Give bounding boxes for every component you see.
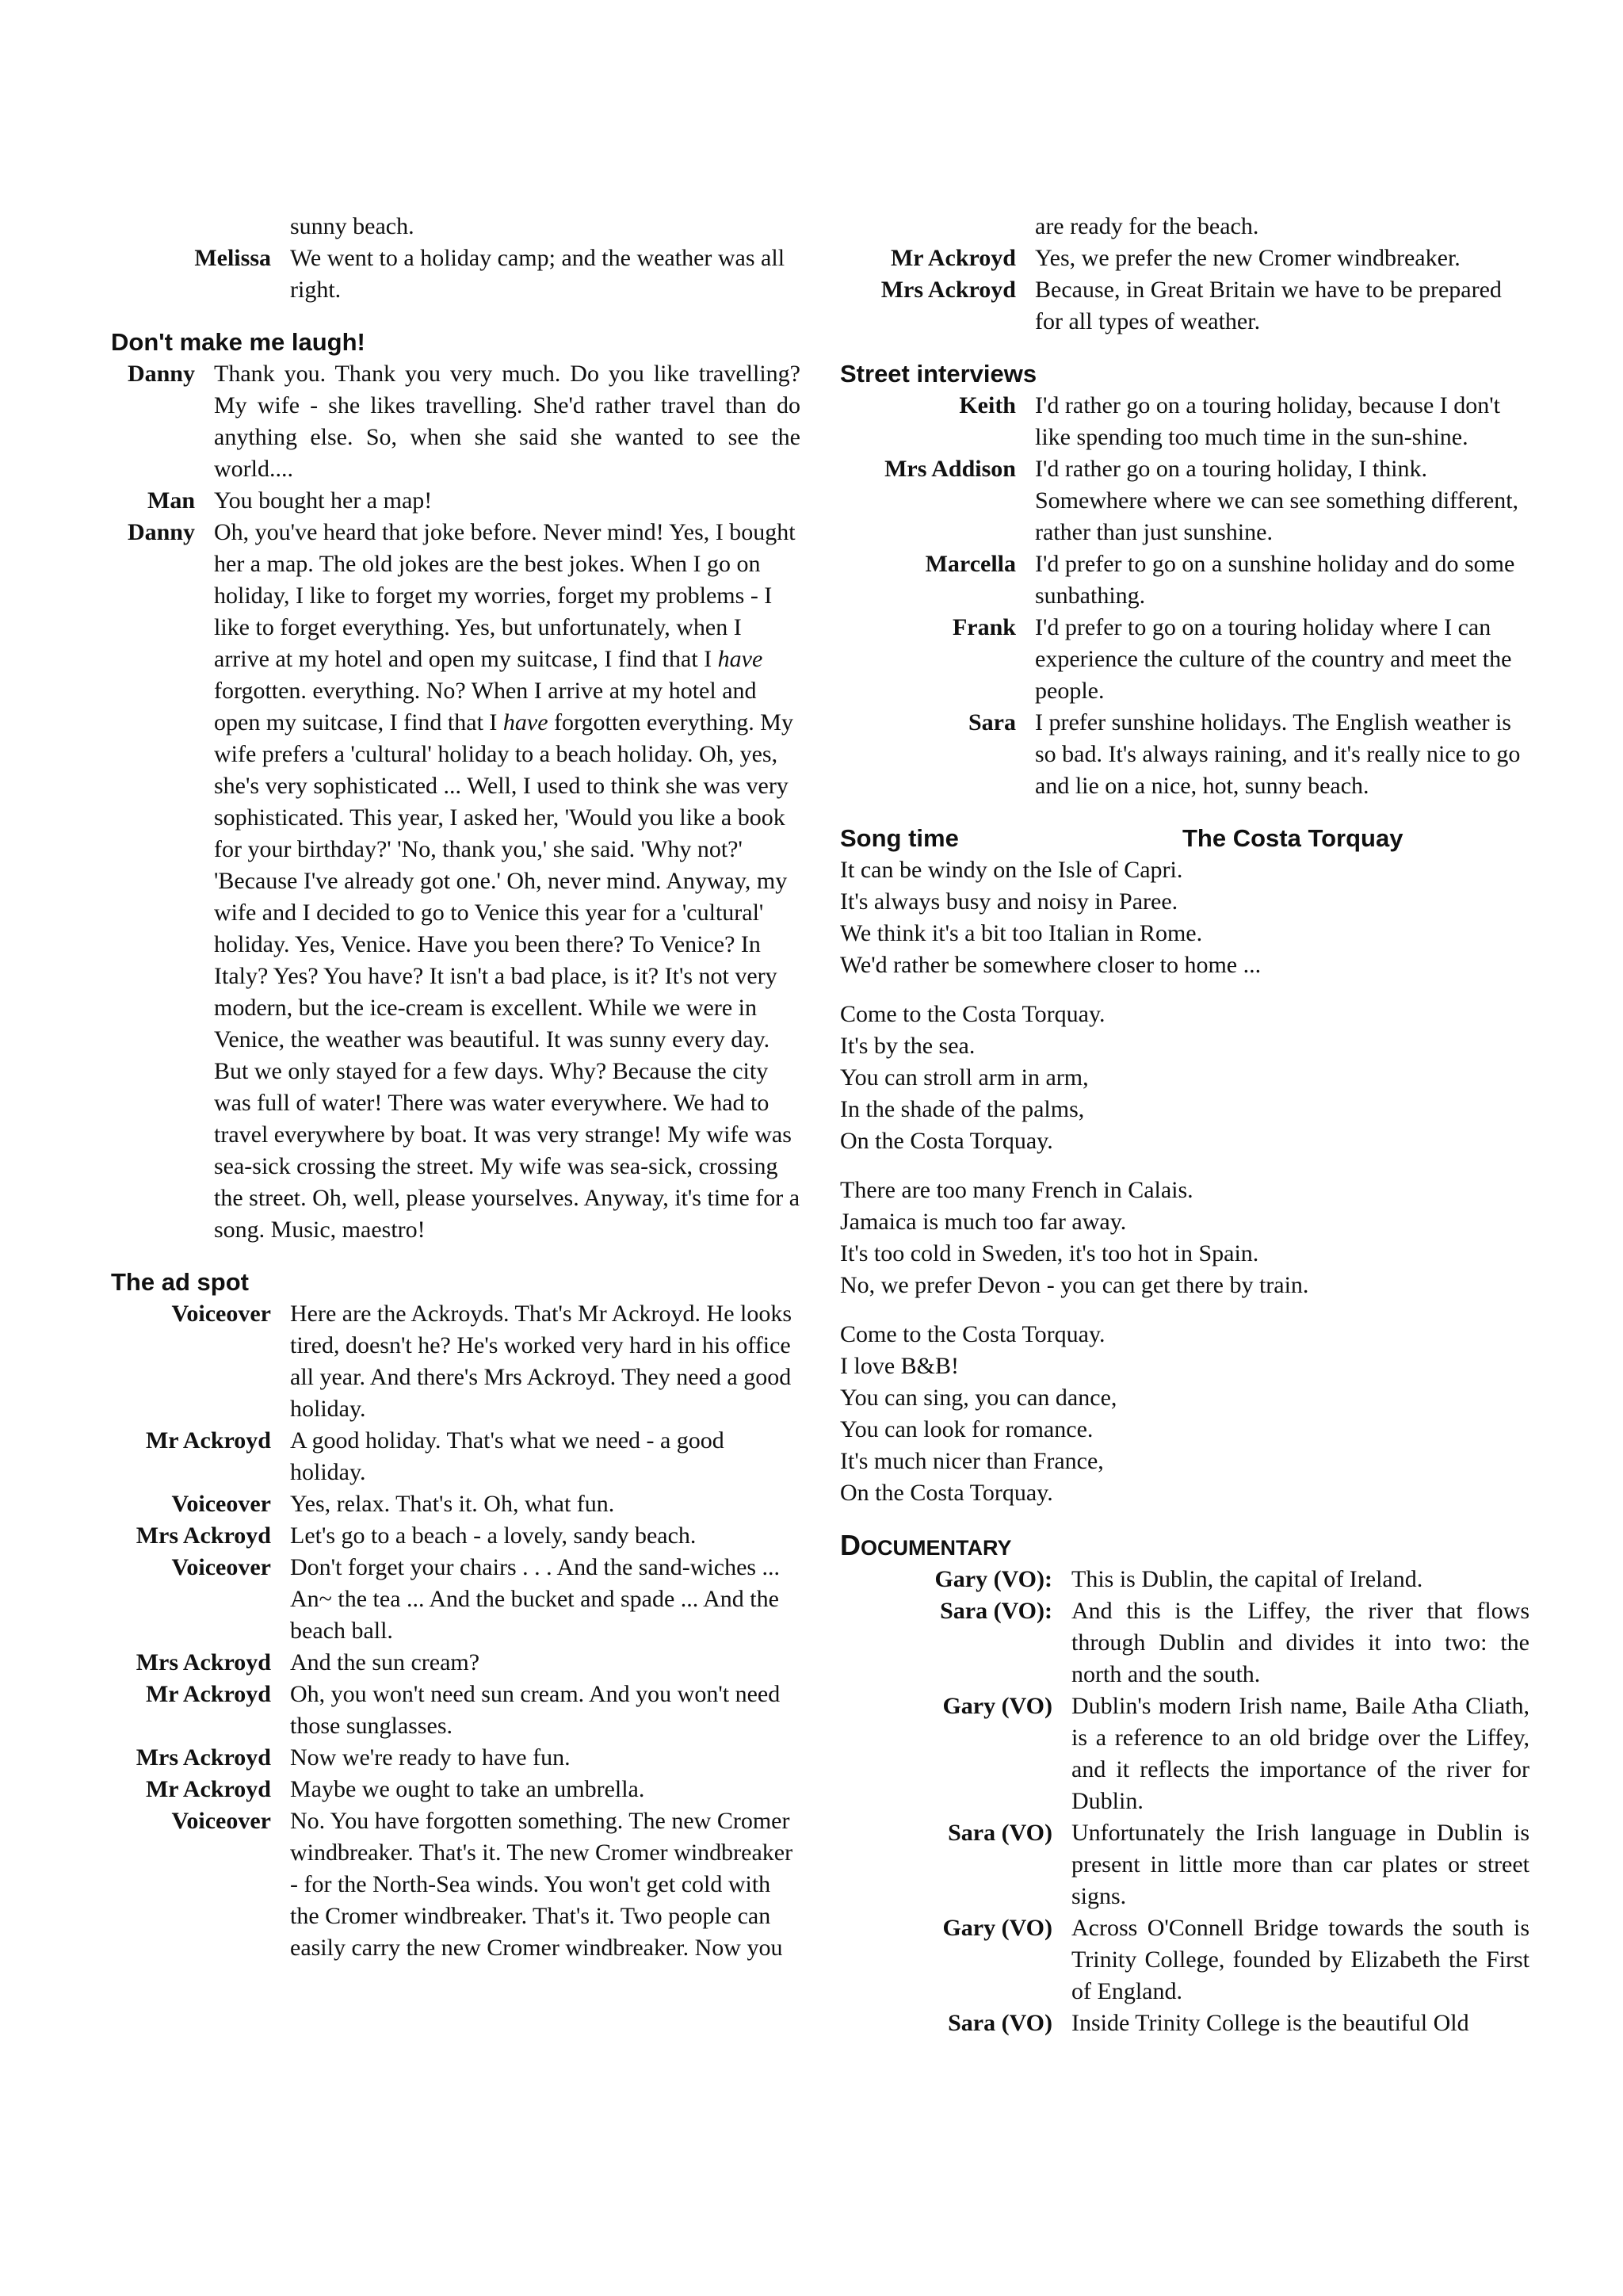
dialogue-line [840,453,1529,548]
dialogue-line [840,1817,1529,1912]
dialogue-line [111,1425,800,1488]
section-title-song-time: Song time [840,824,959,852]
stanza [840,1175,1529,1301]
dialogue-line [111,1520,800,1552]
speaker-name: Frank [952,614,1016,640]
dialogue-line [840,243,1529,274]
dialogue-text-part: forgotten everything. My wife prefers a 'cultural' holiday to a beach holiday. Oh, yes, she's very sophisticated ... Well, I used to think she was very sophisticated. This year, I asked her, 'Would you like a book for your birthday?' 'No, thank you,' she said. 'Why not?' 'Because I've already got one.' Oh, never mind. Anyway, my wife and I decided to go to Venice this year for a 'cultural' holiday. Yes, Venice. Have you been there? To Venice? In Italy? Yes? You have? It isn't a bad place, is it? It's not very modern, but the ice-cream is excellent. While we were in Venice, the weather was beautiful. It was sunny every day. But we only stayed for a few days. Why? Because the city was full of water! There was water everywhere. We had to travel everywhere by boat. It was very strange! My wife was sea-sick crossing the street. My wife was sea-sick, crossing the street. Oh, well, please yourselves. Anyway, it's time for a song. Music, maestro! [214,709,800,1243]
lyric-line: On the Costa Torquay. [840,1480,1053,1506]
stanza [840,854,1529,981]
speaker-name: Sara (VO) [948,1820,1052,1846]
song-header [840,823,1529,854]
street-interviews [840,390,1529,802]
lyric-line: In the shade of the palms, [840,1096,1085,1122]
emphasis-word: have [502,709,548,735]
lyric-line: It's much nicer than France, [840,1448,1104,1474]
dialogue-line [111,358,800,485]
stanza [840,1319,1529,1509]
dialogue-text: Across O'Connell Bridge towards the south is Trinity College, founded by Elizabeth the First of England. [1071,1915,1529,2004]
ad-dialogue [111,1298,800,1964]
dialogue-text: Don't forget your chairs . . . And the sand-wiches ... An~ the tea ... And the bucket and spade ... And the beach ball. [290,1554,781,1644]
dialogue-line [111,1552,800,1647]
dialogue-line [840,707,1529,802]
dialogue-text: No. You have forgotten something. The new Cromer windbreaker. That's it. The new Cromer windbreaker - for the North-Sea winds. You won't get cold with the Cromer windbreaker. That's it. Two people can easily carry the new Cromer windbreaker. Now you [290,1808,793,1961]
dialogue-text: Yes, we prefer the new Cromer windbreaker. [1035,245,1461,271]
dialogue-line [840,1564,1529,1595]
speaker-name: Marcella [925,551,1016,577]
lyric-line: There are too many French in Calais. [840,1177,1193,1203]
dialogue-text: We went to a holiday camp; and the weather was all right. [290,245,785,303]
dialogue-line [111,1679,800,1742]
dialogue-text: Dublin's modern Irish name, Baile Atha Cliath, is a reference to an old bridge over the Liffey, and it reflects the importance of the river for Dublin. [1071,1693,1529,1814]
dialogue-line [840,1912,1529,2008]
dialogue-text-part: forgotten. everything. No? When I arrive at my hotel and open my suitcase, I find that I [214,678,757,735]
dialogue-text: I'd rather go on a touring holiday, I think. Somewhere where we can see something different, rather than just sunshine. [1035,456,1519,545]
left-column [111,211,800,1964]
dialogue-line [840,548,1529,612]
dialogue-line [840,274,1529,338]
section-title-ad-spot: The ad spot [111,1268,249,1296]
lyric-line: It's by the sea. [840,1033,976,1059]
speaker-name: Mrs Ackroyd [136,1522,271,1549]
dialogue-text: sunny beach. [290,213,414,239]
dialogue-line [840,612,1529,707]
dialogue-line [840,1595,1529,1690]
speaker-name: Mrs Ackroyd [136,1744,271,1771]
speaker-name: Mrs Addison [884,456,1016,482]
speaker-name: Danny [127,361,195,387]
dialogue-text: Oh, you won't need sun cream. And you won't need those sunglasses. [290,1681,781,1739]
dialogue-line [840,2008,1529,2039]
dialogue-text-part: Oh, you've heard that joke before. Never mind! Yes, I bought her a map. The old jokes are the best jokes. When I go on holiday, I like to forget my worries, forget my problems - I like to forget everything. Yes, but unfortunately, when I arrive at my hotel and open my suitcase, I find that I [214,519,796,672]
dialogue-line [111,1774,800,1805]
stanza [840,999,1529,1157]
speaker-name: Voiceover [171,1554,271,1580]
dialogue-line [111,485,800,517]
right-column [840,211,1529,2039]
dialogue-text: Yes, relax. That's it. Oh, what fun. [290,1491,615,1517]
dialogue-text: Inside Trinity College is the beautiful Old [1071,2010,1469,2036]
speaker-name: Mr Ackroyd [145,1681,271,1707]
ad-dialogue-continued [840,211,1529,338]
lyric-line: On the Costa Torquay. [840,1128,1053,1154]
speaker-name: Mr Ackroyd [145,1776,271,1802]
lyric-line: It's always busy and noisy in Paree. [840,888,1178,915]
lyric-line: Come to the Costa Torquay. [840,1321,1106,1347]
dialogue-line [111,517,800,1246]
speaker-name: Gary (VO) [942,1693,1052,1719]
dialogue-text: I prefer sunshine holidays. The English weather is so bad. It's always raining, and it's really nice to go and lie on a nice, hot, sunny beach. [1035,709,1521,799]
dialogue-text: And this is the Liffey, the river that flows through Dublin and divides it into two: the north and the south. [1071,1598,1529,1687]
speaker-name: Mrs Ackroyd [136,1649,271,1675]
lyric-line: You can look for romance. [840,1416,1094,1442]
speaker-name [840,211,1035,243]
dialogue-text: Maybe we ought to take an umbrella. [290,1776,645,1802]
dialogue-text: You bought her a map! [214,487,433,514]
lyric-line: You can stroll arm in arm, [840,1064,1089,1091]
speaker-name: Mr Ackroyd [145,1427,271,1454]
speaker-name [111,211,290,243]
song-title: The Costa Torquay [1182,824,1403,852]
lyric-line: I love B&B! [840,1353,959,1379]
section-title-dont-make-me-laugh: Don't make me laugh! [111,328,365,356]
dialogue-text: A good holiday. That's what we need - a good holiday. [290,1427,724,1485]
section-title-documentary [840,1530,1529,1564]
lyric-line: We'd rather be somewhere closer to home ... [840,952,1262,978]
dialogue-text: Because, in Great Britain we have to be prepared for all types of weather. [1035,277,1502,334]
speaker-name: Sara (VO) [948,2010,1052,2036]
dialogue-line [840,390,1529,453]
speaker-name: Melissa [194,245,271,271]
lyric-line: You can sing, you can dance, [840,1385,1117,1411]
lyric-line: We think it's a bit too Italian in Rome. [840,920,1203,946]
dialogue-text: Thank you. Thank you very much. Do you like travelling? My wife - she likes travelling. She'd rather travel than do anything else. So, when she said she wanted to see the world.... [214,361,800,482]
dialogue-text: I'd prefer to go on a sunshine holiday and do some sunbathing. [1035,551,1515,609]
speaker-name: Sara (VO): [940,1598,1052,1624]
dialogue-line [840,211,1529,243]
dialogue-text: I'd prefer to go on a touring holiday where I can experience the culture of the country and meet the people. [1035,614,1512,704]
lyric-line: No, we prefer Devon - you can get there by train. [840,1272,1309,1298]
dialogue-text: I'd rather go on a touring holiday, because I don't like spending too much time in the sun-shine. [1035,392,1501,450]
speaker-name: Voiceover [171,1301,271,1327]
documentary-dialogue [840,1564,1529,2039]
dialogue-line [111,211,800,243]
dialogue-text: And the sun cream? [290,1649,480,1675]
title-rest: OCUMENTARY [861,1536,1012,1560]
speaker-name: Mrs Ackroyd [880,277,1016,303]
speaker-name: Voiceover [171,1491,271,1517]
dialogue-line [111,1298,800,1425]
dialogue-line [111,1647,800,1679]
dialogue-text: Unfortunately the Irish language in Dublin is present in little more than car plates or street signs. [1071,1820,1529,1909]
dialogue-line [111,1742,800,1774]
speaker-name: Keith [959,392,1016,418]
speaker-name: Gary (VO) [942,1915,1052,1941]
speaker-name: Sara [968,709,1016,735]
dialogue-line [840,1690,1529,1817]
dialogue-line [111,1488,800,1520]
speaker-name: Gary (VO): [934,1566,1052,1592]
intro-dialogue [111,211,800,306]
lyric-line: Jamaica is much too far away. [840,1209,1127,1235]
speaker-name: Mr Ackroyd [890,245,1016,271]
dialogue-text [214,517,800,1246]
lyric-line: It's too cold in Sweden, it's too hot in Spain. [840,1240,1259,1266]
section-title-street-interviews: Street interviews [840,360,1037,388]
title-initial: D [840,1529,861,1561]
speaker-name: Man [147,487,195,514]
speaker-name: Danny [127,519,195,545]
dialogue-text: are ready for the beach. [1035,213,1259,239]
speaker-name: Voiceover [171,1808,271,1834]
song-lyrics [840,854,1529,1509]
laugh-dialogue [111,358,800,1246]
lyric-line: Come to the Costa Torquay. [840,1001,1106,1027]
dialogue-text: Now we're ready to have fun. [290,1744,571,1771]
dialogue-text: Let's go to a beach - a lovely, sandy beach. [290,1522,697,1549]
emphasis-word: have [717,646,763,672]
dialogue-line [111,1805,800,1964]
lyric-line: It can be windy on the Isle of Capri. [840,857,1183,883]
dialogue-text: Here are the Ackroyds. That's Mr Ackroyd. He looks tired, doesn't he? He's worked very hard in his office all year. And there's Mrs Ackroyd. They need a good holiday. [290,1301,792,1422]
dialogue-line [111,243,800,306]
dialogue-text: This is Dublin, the capital of Ireland. [1071,1566,1423,1592]
